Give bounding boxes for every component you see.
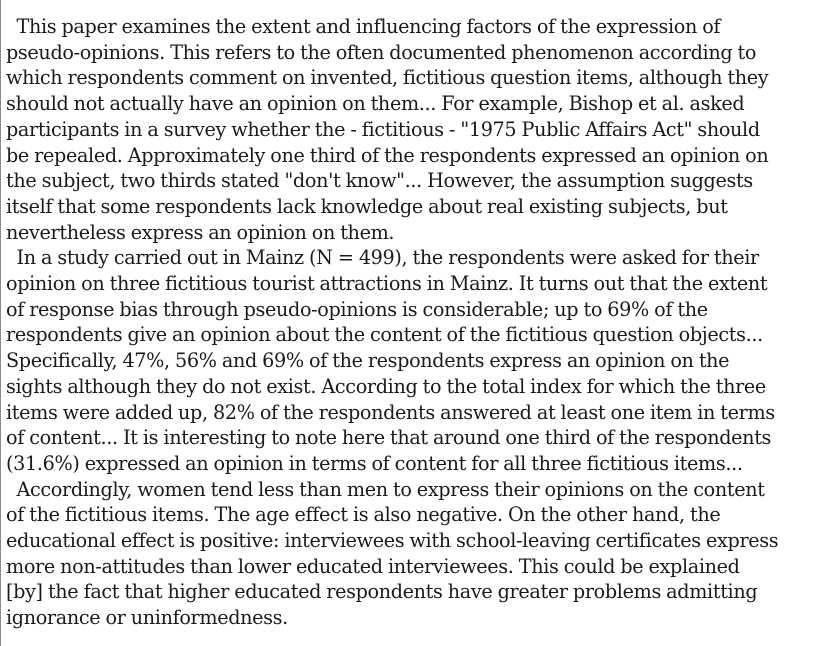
text-line: should not actually have an opinion on them... For example, Bishop et al. asked [6, 92, 745, 116]
text-line: of response bias through pseudo-opinions is considerable; up to 69% of the [6, 297, 708, 321]
text-line: Specifically, 47%, 56% and 69% of the respondents express an opinion on the [6, 349, 730, 373]
text-line: sights although they do not exist. According to the total index for which the three [6, 374, 766, 398]
text-line: Accordingly, women tend less than men to express their opinions on the content [6, 477, 765, 501]
text-line: In a study carried out in Mainz (N = 499), the respondents were asked for their [6, 246, 759, 270]
text-line: (31.6%) expressed an opinion in terms of content for all three fictitious items... [6, 451, 743, 475]
text-line: more non-attitudes than lower educated interviewees. This could be explained [6, 554, 740, 578]
text-line: itself that some respondents lack knowledge about real existing subjects, but [6, 194, 728, 218]
text-line: respondents give an opinion about the content of the fictitious question objects... [6, 323, 763, 347]
text-line: of content... It is interesting to note here that around one third of the respondents [6, 426, 772, 450]
text-line: items were added up, 82% of the respondents answered at least one item in terms [6, 400, 775, 424]
text-line: the subject, two thirds stated "don't know"... However, the assumption suggests [6, 169, 753, 193]
text-line: [by] the fact that higher educated respondents have greater problems admitting [6, 580, 758, 604]
text-line: nevertheless express an opinion on them. [6, 220, 395, 244]
text-line: ignorance or uninformedness. [6, 606, 288, 630]
text-line: which respondents comment on invented, fictitious question items, although they [6, 66, 769, 90]
text-line: be repealed. Approximately one third of the respondents expressed an opinion on [6, 143, 769, 167]
text-line: This paper examines the extent and influencing factors of the expression of [6, 15, 721, 38]
text-line: pseudo-opinions. This refers to the often documented phenomenon according to [6, 40, 757, 64]
document-text [6, 14, 830, 631]
text-line: opinion on three fictitious tourist attractions in Mainz. It turns out that the extent [6, 272, 768, 296]
text-line: of the fictitious items. The age effect is also negative. On the other hand, the [6, 503, 721, 527]
text-line: educational effect is positive: interviewees with school-leaving certificates express [6, 529, 779, 553]
text-line: participants in a survey whether the - fictitious - "1975 Public Affairs Act" should [6, 117, 760, 141]
